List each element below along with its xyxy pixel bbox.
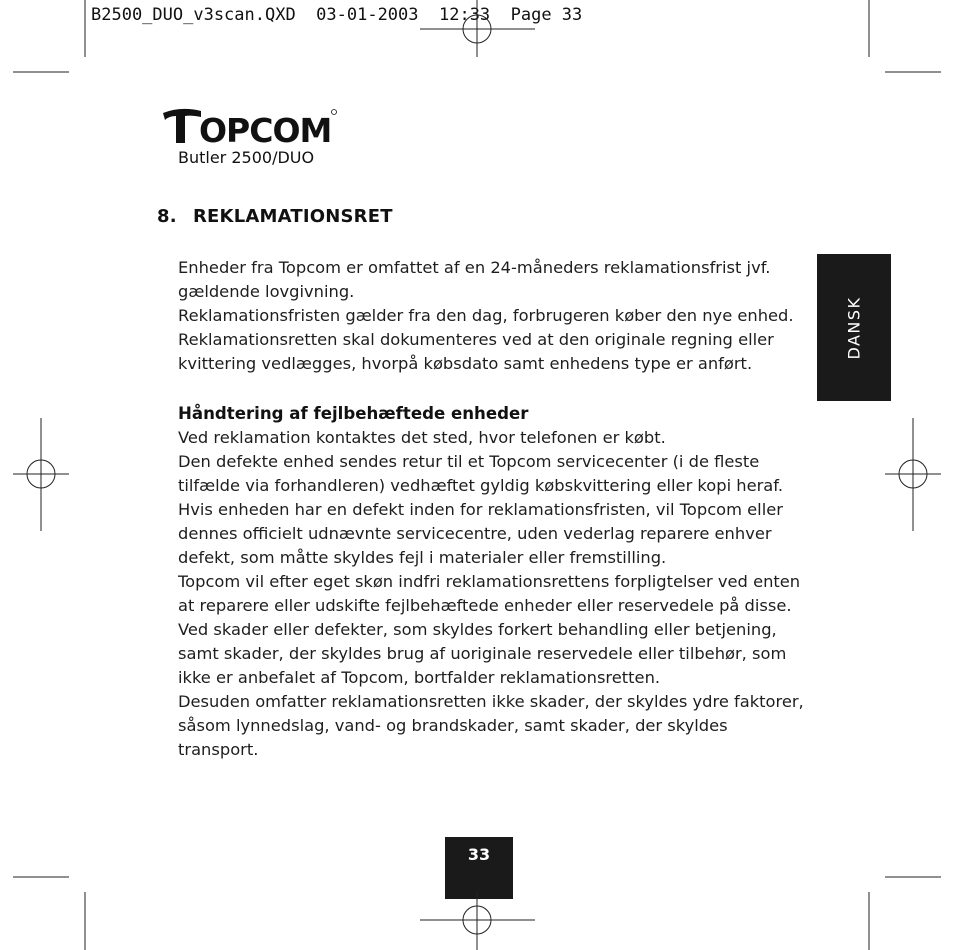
section-heading bbox=[157, 206, 393, 227]
body-line: Den defekte enhed sendes retur til et Topcom servicecenter (i de fleste bbox=[178, 452, 760, 471]
registration-mark-left bbox=[13, 418, 69, 531]
registered-mark bbox=[332, 110, 337, 115]
body-line: transport. bbox=[178, 740, 259, 759]
intro-line: Enheder fra Topcom er omfattet af en 24-måneders reklamationsfrist jvf. bbox=[178, 258, 771, 277]
model-name: Butler 2500/DUO bbox=[178, 148, 315, 167]
registration-mark-right bbox=[885, 418, 941, 531]
logo-wordmark: OPCOM bbox=[199, 111, 332, 147]
language-tab bbox=[817, 254, 891, 401]
body-line: Hvis enheden har en defekt inden for reklamationsfristen, vil Topcom eller bbox=[178, 500, 783, 519]
body-line: Desuden omfatter reklamationsretten ikke skader, der skyldes ydre faktorer, bbox=[178, 692, 804, 711]
intro-line: kvittering vedlægges, hvorpå købsdato samt enhedens type er anført. bbox=[178, 354, 753, 373]
registration-mark-bottom bbox=[420, 892, 535, 950]
body-line: dennes officielt udnævnte servicecentre, uden vederlag reparere enhver bbox=[178, 524, 772, 543]
language-tab-label: DANSK bbox=[844, 295, 864, 360]
body-line: såsom lynnedslag, vand- og brandskader, samt skader, der skyldes bbox=[178, 716, 728, 735]
section-number: 8. bbox=[157, 206, 177, 227]
body-line: Topcom vil efter eget skøn indfri reklamationsrettens forpligtelser ved enten bbox=[178, 572, 801, 591]
body-line: ikke er anbefalet af Topcom, bortfalder reklamationsretten. bbox=[178, 668, 661, 687]
intro-line: Reklamationsfristen gælder fra den dag, forbrugeren køber den nye enhed. bbox=[178, 306, 794, 325]
body-line: tilfælde via forhandleren) vedhæftet gyldig købskvittering eller kopi heraf. bbox=[178, 476, 784, 495]
body-text bbox=[178, 256, 818, 762]
body-line: defekt, som måtte skyldes fejl i materialer eller fremstilling. bbox=[178, 548, 667, 567]
page-number: 33 bbox=[445, 837, 513, 899]
body-line: Ved reklamation kontaktes det sted, hvor telefonen er købt. bbox=[178, 428, 666, 447]
topcom-logo bbox=[161, 107, 341, 147]
body-line: samt skader, der skyldes brug af uoriginale reservedele eller tilbehør, som bbox=[178, 644, 787, 663]
subsection-heading: Håndtering af fejlbehæftede enheder bbox=[178, 404, 529, 423]
body-line: Ved skader eller defekter, som skyldes forkert behandling eller betjening, bbox=[178, 620, 777, 639]
logo-t-mark bbox=[163, 109, 201, 143]
body-line: at reparere eller udskifte fejlbehæftede enheder eller reservedele på disse. bbox=[178, 596, 792, 615]
intro-line: gældende lovgivning. bbox=[178, 282, 355, 301]
intro-line: Reklamationsretten skal dokumenteres ved at den originale regning eller bbox=[178, 330, 774, 349]
print-slug: B2500_DUO_v3scan.QXD 03-01-2003 12:33 Page 33 bbox=[91, 5, 583, 25]
section-title: REKLAMATIONSRET bbox=[193, 206, 393, 227]
